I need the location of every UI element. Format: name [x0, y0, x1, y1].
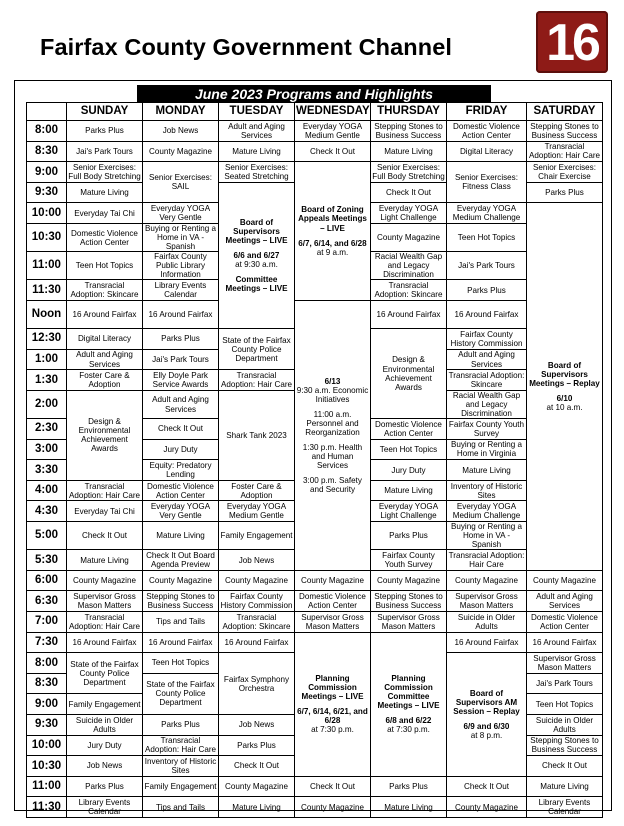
zba-title: Board of Zoning Appeals Meetings – LIVE: [298, 205, 367, 233]
bos-dates: 6/6 and 6/27: [233, 250, 280, 260]
program-cell: Everyday YOGA Very Gentle: [143, 501, 219, 522]
program-cell: 16 Around Fairfax: [447, 300, 527, 328]
program-cell: Domestic Violence Action Center: [371, 419, 447, 440]
program-cell: Transracial Adoption: Hair Care: [527, 141, 603, 162]
program-cell: Tips and Tails: [143, 612, 219, 633]
time-label: 9:00: [27, 162, 67, 183]
program-cell: Mature Living: [371, 141, 447, 162]
program-cell: Mature Living: [143, 522, 219, 550]
program-cell: Transracial Adoption: Hair Care: [143, 735, 219, 756]
program-cell: County Magazine: [447, 570, 527, 591]
time-row: [27, 591, 603, 612]
program-cell: Family Engagement: [219, 522, 295, 550]
time-label: Noon: [27, 300, 67, 328]
program-cell: Transracial Adoption: Skincare: [219, 612, 295, 633]
committee-session: 3:00 p.m. Safety and Security: [303, 476, 362, 495]
program-cell: Domestic Violence Action Center: [143, 480, 219, 501]
program-cell: Transracial Adoption: Hair Care: [447, 550, 527, 571]
program-cell: Jai's Park Tours: [67, 141, 143, 162]
program-cell: Stepping Stones to Business Success: [143, 591, 219, 612]
time-label: 5:30: [27, 550, 67, 571]
program-cell: Check It Out: [447, 776, 527, 797]
time-label: 5:00: [27, 522, 67, 550]
time-row: [27, 141, 603, 162]
time-label: 3:30: [27, 460, 67, 481]
program-cell: Everyday YOGA Medium Gentle: [219, 501, 295, 522]
time-row: [27, 570, 603, 591]
program-cell: Mature Living: [219, 141, 295, 162]
program-cell: Check It Out: [371, 182, 447, 203]
program-cell: Teen Hot Topics: [371, 439, 447, 460]
program-cell: Everyday YOGA Light Challenge: [371, 203, 447, 224]
program-cell: Buying or Renting a Home in VA - Spanish: [143, 223, 219, 251]
program-cell: Parks Plus: [371, 522, 447, 550]
program-cell: Check It Out: [527, 756, 603, 777]
program-cell: Job News: [219, 550, 295, 571]
time-label: 2:00: [27, 390, 67, 418]
program-cell: 16 Around Fairfax: [143, 300, 219, 328]
program-cell: Design & Environmental Achievement Awards: [371, 329, 447, 419]
program-cell: County Magazine: [295, 570, 371, 591]
program-cell: County Magazine: [143, 141, 219, 162]
program-cell: Mature Living: [371, 797, 447, 818]
program-cell: Jury Duty: [371, 460, 447, 481]
program-cell: Stepping Stones to Business Success: [371, 121, 447, 142]
time-row: [27, 797, 603, 818]
program-cell: Transracial Adoption: Skincare: [447, 370, 527, 391]
program-cell: Mature Living: [527, 776, 603, 797]
program-cell: Domestic Violence Action Center: [447, 121, 527, 142]
day-header: WEDNESDAY: [295, 103, 371, 121]
program-cell: Library Events Calendar: [143, 280, 219, 301]
pc-time: at 7:30 p.m.: [311, 725, 354, 735]
program-cell: Design & Environmental Achievement Awards: [67, 390, 143, 480]
time-label: 9:30: [27, 182, 67, 203]
program-cell: Parks Plus: [143, 715, 219, 736]
program-cell: Adult and Aging Services: [219, 121, 295, 142]
program-cell: Job News: [67, 756, 143, 777]
program-cell: Transracial Adoption: Hair Care: [219, 370, 295, 391]
program-cell: Parks Plus: [527, 182, 603, 203]
pc-title: Planning Commission Meetings – LIVE: [301, 674, 364, 702]
supervisors-live-block: [219, 182, 295, 328]
program-cell: Domestic Violence Action Center: [295, 591, 371, 612]
committee-session: 11:00 a.m. Personnel and Reorganization: [305, 409, 360, 437]
program-cell: Suicide in Older Adults: [527, 715, 603, 736]
time-row: [27, 632, 603, 653]
program-cell: Check It Out: [67, 522, 143, 550]
time-label: 10:30: [27, 223, 67, 251]
time-label: 6:00: [27, 570, 67, 591]
corner-cell: [27, 103, 67, 121]
program-cell: Jai's Park Tours: [143, 349, 219, 370]
program-cell: Inventory of Historic Sites: [143, 756, 219, 777]
program-cell: County Magazine: [447, 797, 527, 818]
time-label: 4:00: [27, 480, 67, 501]
program-cell: Supervisor Gross Mason Matters: [447, 591, 527, 612]
program-cell: Buying or Renting a Home in VA - Spanish: [447, 522, 527, 550]
pcc-time: at 7:30 p.m.: [387, 725, 430, 735]
time-label: 9:30: [27, 715, 67, 736]
time-row: [27, 612, 603, 633]
time-label: 1:00: [27, 349, 67, 370]
program-cell: Shark Tank 2023: [219, 390, 295, 480]
program-cell: State of the Fairfax County Police Department: [219, 329, 295, 370]
program-cell: Job News: [143, 121, 219, 142]
program-cell: Jai's Park Tours: [447, 252, 527, 280]
program-cell: Suicide in Older Adults: [447, 612, 527, 633]
program-cell: Adult and Aging Services: [67, 349, 143, 370]
program-cell: Transracial Adoption: Hair Care: [67, 480, 143, 501]
time-label: 11:00: [27, 776, 67, 797]
program-cell: Everyday YOGA Medium Challenge: [447, 203, 527, 224]
program-cell: Foster Care & Adoption: [67, 370, 143, 391]
program-cell: Domestic Violence Action Center: [67, 223, 143, 251]
program-cell: Mature Living: [447, 460, 527, 481]
time-row: [27, 776, 603, 797]
am-time: at 8 p.m.: [470, 731, 503, 741]
time-label: 10:30: [27, 756, 67, 777]
program-cell: Supervisor Gross Mason Matters: [371, 612, 447, 633]
time-label: 12:30: [27, 329, 67, 350]
program-cell: 16 Around Fairfax: [447, 632, 527, 653]
program-cell: Racial Wealth Gap and Legacy Discrimination: [371, 252, 447, 280]
day-header: MONDAY: [143, 103, 219, 121]
time-label: 8:00: [27, 653, 67, 674]
program-cell: Check It Out: [295, 776, 371, 797]
program-cell: County Magazine: [371, 570, 447, 591]
program-cell: Jury Duty: [143, 439, 219, 460]
program-cell: Library Events Calendar: [67, 797, 143, 818]
committee-session: 1:30 p.m. Health and Human Services: [302, 442, 363, 471]
program-cell: Transracial Adoption: Skincare: [371, 280, 447, 301]
time-row: [27, 121, 603, 142]
time-row: [27, 300, 603, 328]
program-cell: Teen Hot Topics: [143, 653, 219, 674]
program-cell: 16 Around Fairfax: [527, 632, 603, 653]
program-cell: Senior Exercises: Full Body Stretching: [372, 162, 445, 181]
program-cell: Check It Out: [219, 756, 295, 777]
program-cell: Parks Plus: [371, 776, 447, 797]
schedule-banner: June 2023 Programs and Highlights: [137, 85, 491, 103]
program-cell: Job News: [219, 715, 295, 736]
supervisors-replay-block: [527, 203, 603, 570]
program-cell: Teen Hot Topics: [67, 252, 143, 280]
program-cell: Suicide in Older Adults: [67, 715, 143, 736]
program-cell: 16 Around Fairfax: [371, 300, 447, 328]
program-cell: Transracial Adoption: Hair Care: [67, 612, 143, 633]
am-session-replay-block: [447, 653, 527, 777]
program-cell: Check It Out: [295, 141, 371, 162]
program-cell: Mature Living: [371, 480, 447, 501]
day-header: SATURDAY: [527, 103, 603, 121]
program-cell: State of the Fairfax County Police Department: [67, 653, 143, 694]
schedule-grid: [26, 102, 603, 818]
program-cell: Inventory of Historic Sites: [447, 480, 527, 501]
time-label: 1:30: [27, 370, 67, 391]
time-label: 6:30: [27, 591, 67, 612]
time-label: 9:00: [27, 694, 67, 715]
channel-16-logo: 16: [536, 11, 608, 73]
channel-title: Fairfax County Government Channel: [40, 34, 453, 60]
program-cell: Library Events Calendar: [527, 797, 603, 818]
program-cell: Domestic Violence Action Center: [527, 612, 603, 633]
program-cell: Stepping Stones to Business Success: [371, 591, 447, 612]
time-label: 11:30: [27, 280, 67, 301]
pcc-title: Planning Commission Committee Meetings – LIVE: [377, 674, 440, 711]
program-cell: Parks Plus: [67, 776, 143, 797]
program-cell: Parks Plus: [67, 121, 143, 142]
planning-committee-block: [371, 632, 447, 776]
program-cell: Adult and Aging Services: [447, 349, 527, 370]
committee-meetings-block: [295, 300, 371, 570]
program-cell: Mature Living: [67, 550, 143, 571]
program-cell: Everyday Tai Chi: [67, 203, 143, 224]
program-cell: Adult and Aging Services: [143, 390, 219, 418]
program-cell: Everyday YOGA Medium Challenge: [447, 501, 527, 522]
program-cell: Everyday YOGA Very Gentle: [143, 203, 219, 224]
time-label: 10:00: [27, 203, 67, 224]
program-cell: County Magazine: [527, 570, 603, 591]
program-cell: County Magazine: [67, 570, 143, 591]
pc-dates: 6/7, 6/14, 6/21, and 6/28: [297, 707, 368, 726]
day-header: THURSDAY: [371, 103, 447, 121]
program-cell: Transracial Adoption: Skincare: [67, 280, 143, 301]
replay-title: Board of Supervisors Meetings – Replay: [529, 360, 600, 389]
program-cell: Parks Plus: [447, 280, 527, 301]
program-cell: Foster Care & Adoption: [219, 480, 295, 501]
time-label: 11:00: [27, 252, 67, 280]
program-cell: County Magazine: [219, 776, 295, 797]
zba-dates: 6/7, 6/14, and 6/28: [298, 238, 367, 248]
program-cell: Stepping Stones to Business Success: [527, 735, 603, 756]
am-title: Board of Supervisors AM Session – Replay: [453, 688, 520, 716]
bos-title: Board of Supervisors Meetings – LIVE: [225, 217, 288, 245]
time-label: 8:30: [27, 673, 67, 694]
program-cell: Digital Literacy: [447, 141, 527, 162]
committee-session: 9:30 a.m. Economic Initiatives: [296, 385, 369, 404]
program-cell: Supervisor Gross Mason Matters: [295, 612, 371, 633]
bos-time: at 9:30 a.m.: [235, 259, 278, 269]
time-row: [27, 162, 603, 183]
time-label: 8:30: [27, 141, 67, 162]
time-label: 7:30: [27, 632, 67, 653]
program-cell: County Magazine: [371, 223, 447, 251]
day-header-row: [27, 103, 603, 121]
time-label: 3:00: [27, 439, 67, 460]
program-cell: Family Engagement: [67, 694, 143, 715]
time-label: 8:00: [27, 121, 67, 142]
program-cell: Equity: Predatory Lending: [143, 460, 219, 481]
program-cell: Everyday Tai Chi: [67, 501, 143, 522]
program-cell: Digital Literacy: [67, 329, 143, 350]
program-cell: Supervisor Gross Mason Matters: [67, 591, 143, 612]
time-label: 7:00: [27, 612, 67, 633]
program-cell: Teen Hot Topics: [447, 223, 527, 251]
time-label: 11:30: [27, 797, 67, 818]
program-cell: County Magazine: [143, 570, 219, 591]
zba-time: at 9 a.m.: [316, 247, 349, 257]
program-cell: Fairfax County History Commission: [219, 591, 295, 612]
program-cell: Mature Living: [67, 182, 143, 203]
program-cell: Stepping Stones to Business Success: [527, 121, 603, 142]
program-cell: Check It Out: [143, 419, 219, 440]
program-cell: Racial Wealth Gap and Legacy Discrimination: [447, 390, 527, 418]
program-cell: Elly Doyle Park Service Awards: [143, 370, 219, 391]
program-cell: Senior Exercises: Fitness Class: [447, 162, 527, 203]
program-cell: Senior Exercises: Chair Exercise: [527, 162, 603, 183]
program-cell: County Magazine: [219, 570, 295, 591]
time-label: 2:30: [27, 419, 67, 440]
program-cell: County Magazine: [295, 797, 371, 818]
replay-date: 6/10: [556, 394, 573, 404]
program-cell: Supervisor Gross Mason Matters: [527, 653, 603, 674]
am-dates: 6/9 and 6/30: [463, 722, 510, 732]
day-header: FRIDAY: [447, 103, 527, 121]
pcc-dates: 6/8 and 6/22: [385, 716, 432, 726]
program-cell: State of the Fairfax County Police Department: [143, 673, 219, 714]
program-cell: 16 Around Fairfax: [143, 632, 219, 653]
day-header: TUESDAY: [219, 103, 295, 121]
day-header: SUNDAY: [67, 103, 143, 121]
program-cell: Parks Plus: [219, 735, 295, 756]
program-cell: Senior Exercises: SAIL: [143, 162, 219, 203]
committee-date: 6/13: [324, 376, 341, 386]
program-cell: Everyday YOGA Medium Gentle: [295, 121, 371, 142]
planning-commission-block: [295, 632, 371, 776]
program-cell: Tips and Tails: [143, 797, 219, 818]
program-cell: Teen Hot Topics: [527, 694, 603, 715]
time-label: 10:00: [27, 735, 67, 756]
program-cell: Mature Living: [219, 797, 295, 818]
program-cell: 16 Around Fairfax: [67, 632, 143, 653]
program-cell: Jury Duty: [67, 735, 143, 756]
program-cell: Buying or Renting a Home in Virginia: [447, 439, 527, 460]
time-label: 4:30: [27, 501, 67, 522]
program-cell: Fairfax County Public Library Information: [143, 252, 219, 280]
program-cell: Jai's Park Tours: [527, 673, 603, 694]
program-cell: Fairfax County Youth Survey: [447, 419, 527, 440]
program-cell: Parks Plus: [143, 329, 219, 350]
program-cell: 16 Around Fairfax: [67, 300, 143, 328]
replay-time: at 10 a.m.: [546, 403, 583, 413]
program-cell: Family Engagement: [143, 776, 219, 797]
program-cell: Check It Out Board Agenda Preview: [143, 550, 219, 571]
program-cell: 16 Around Fairfax: [219, 632, 295, 653]
program-cell: Fairfax County Youth Survey: [371, 550, 447, 571]
program-cell: Senior Exercises: Seated Stretching: [219, 162, 295, 183]
program-cell: Fairfax Symphony Orchestra: [219, 653, 295, 715]
program-cell: Senior Exercises: Full Body Stretching: [68, 162, 141, 181]
program-cell: Adult and Aging Services: [527, 591, 603, 612]
committee-title: Committee Meetings – LIVE: [225, 275, 288, 294]
program-cell: Everyday YOGA Light Challenge: [371, 501, 447, 522]
program-cell: Fairfax County History Commission: [447, 329, 527, 350]
zoning-appeals-block: [295, 162, 371, 301]
